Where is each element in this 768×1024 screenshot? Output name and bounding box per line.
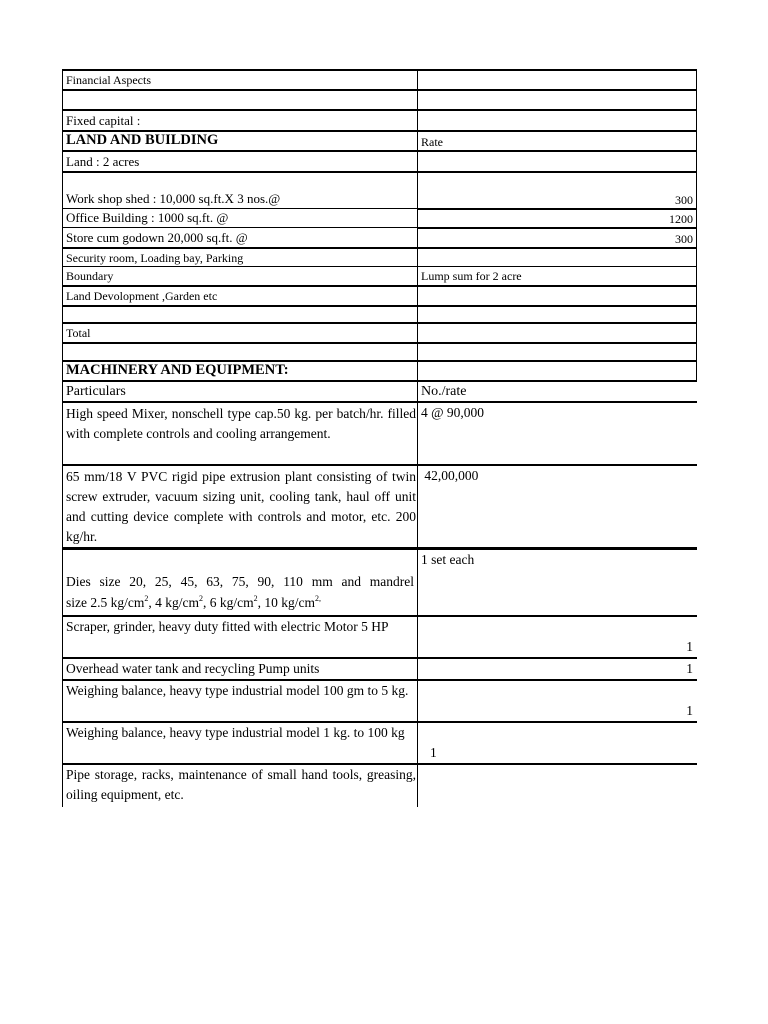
land-development-row: Land Devolopment ,Garden etc bbox=[66, 289, 218, 303]
fixed-capital-label: Fixed capital : bbox=[66, 113, 141, 128]
row-border bbox=[62, 305, 697, 307]
store-rate: 300 bbox=[675, 232, 693, 246]
row-border bbox=[62, 380, 697, 382]
row-border bbox=[62, 89, 697, 91]
machinery-heading: MACHINERY AND EQUIPMENT: bbox=[66, 362, 289, 378]
row-border bbox=[62, 227, 418, 228]
machinery-item-mixer: High speed Mixer, nonschell type cap.50 kg. per batch/hr. filled with complete controls and cooling arrangement. bbox=[66, 406, 416, 441]
store-row: Store cum godown 20,000 sq.ft. @ bbox=[66, 230, 248, 245]
total-row: Total bbox=[66, 326, 91, 340]
right-border bbox=[696, 69, 697, 382]
office-rate: 1200 bbox=[669, 212, 693, 226]
row-border bbox=[62, 109, 697, 111]
dies-line-2: size 2.5 $kg/cm^2$, 4 $kg/cm^2$, 6 $kg/cm^2$, 10 $kg/cm^{2,}$ bbox=[66, 594, 321, 610]
machinery-item-extrusion-plant: 65 mm/18 V PVC rigid pipe extrusion plant consisting of twin screw extruder, vacuum sizing unit, cooling tank, haul off unit and cutting device complete with controls and motor, etc. 200 kg/hr. bbox=[66, 469, 416, 544]
machinery-item-scraper: Scraper, grinder, heavy duty fitted with electric Motor 5 HP bbox=[66, 619, 389, 634]
machinery-item-water-tank-value: 1 bbox=[686, 661, 693, 676]
boundary-rate: Lump sum for 2 acre bbox=[421, 269, 522, 283]
row-border bbox=[62, 150, 697, 152]
particulars-column-header: Particulars bbox=[66, 384, 126, 399]
rate-column-label: Rate bbox=[421, 135, 443, 149]
row-border bbox=[62, 322, 697, 324]
machinery-item-mixer-value: 4 @ 90,000 bbox=[421, 405, 485, 420]
machinery-item-scraper-value: 1 bbox=[686, 639, 693, 654]
machinery-item-dies bbox=[63, 572, 418, 614]
machinery-item-dies-value: 1 set each bbox=[421, 552, 475, 567]
workshop-rate: 300 bbox=[675, 193, 693, 207]
row-border bbox=[62, 208, 418, 209]
row-border bbox=[62, 342, 697, 344]
row-border bbox=[62, 69, 697, 71]
row-border bbox=[62, 266, 697, 267]
machinery-item-weighing-large-value: 1 bbox=[430, 745, 437, 760]
row-border bbox=[62, 171, 697, 173]
dies-line-1: Dies size 20, 25, 45, 63, 75, 90, 110 mm and mandrel bbox=[66, 574, 414, 589]
machinery-item-weighing-large: Weighing balance, heavy type industrial model 1 kg. to 100 kg bbox=[66, 725, 405, 740]
machinery-item-weighing-small-value: 1 bbox=[686, 703, 693, 718]
security-row: Security room, Loading bay, Parking bbox=[66, 251, 244, 265]
machinery-item-pipe-storage: Pipe storage, racks, maintenance of small hand tools, greasing, oiling equipment, etc. bbox=[66, 767, 416, 802]
row-border bbox=[418, 208, 697, 210]
row-border bbox=[62, 247, 697, 249]
land-row: Land : 2 acres bbox=[66, 154, 140, 169]
row-border bbox=[418, 227, 697, 229]
machinery-item-weighing-small: Weighing balance, heavy type industrial model 100 gm to 5 kg. bbox=[66, 683, 409, 698]
machinery-item-water-tank: Overhead water tank and recycling Pump units bbox=[66, 661, 320, 676]
land-building-heading: LAND AND BUILDING bbox=[66, 132, 219, 148]
machinery-item-extrusion-plant-value: 42,00,000 bbox=[421, 468, 479, 483]
rate-column-header: No./rate bbox=[421, 384, 467, 399]
boundary-row: Boundary bbox=[66, 269, 114, 283]
row-border bbox=[62, 285, 697, 287]
financial-aspects-title: Financial Aspects bbox=[66, 73, 151, 87]
workshop-row: Work shop shed : 10,000 sq.ft.X 3 nos.@ bbox=[66, 191, 281, 206]
office-row: Office Building : 1000 sq.ft. @ bbox=[66, 210, 229, 225]
